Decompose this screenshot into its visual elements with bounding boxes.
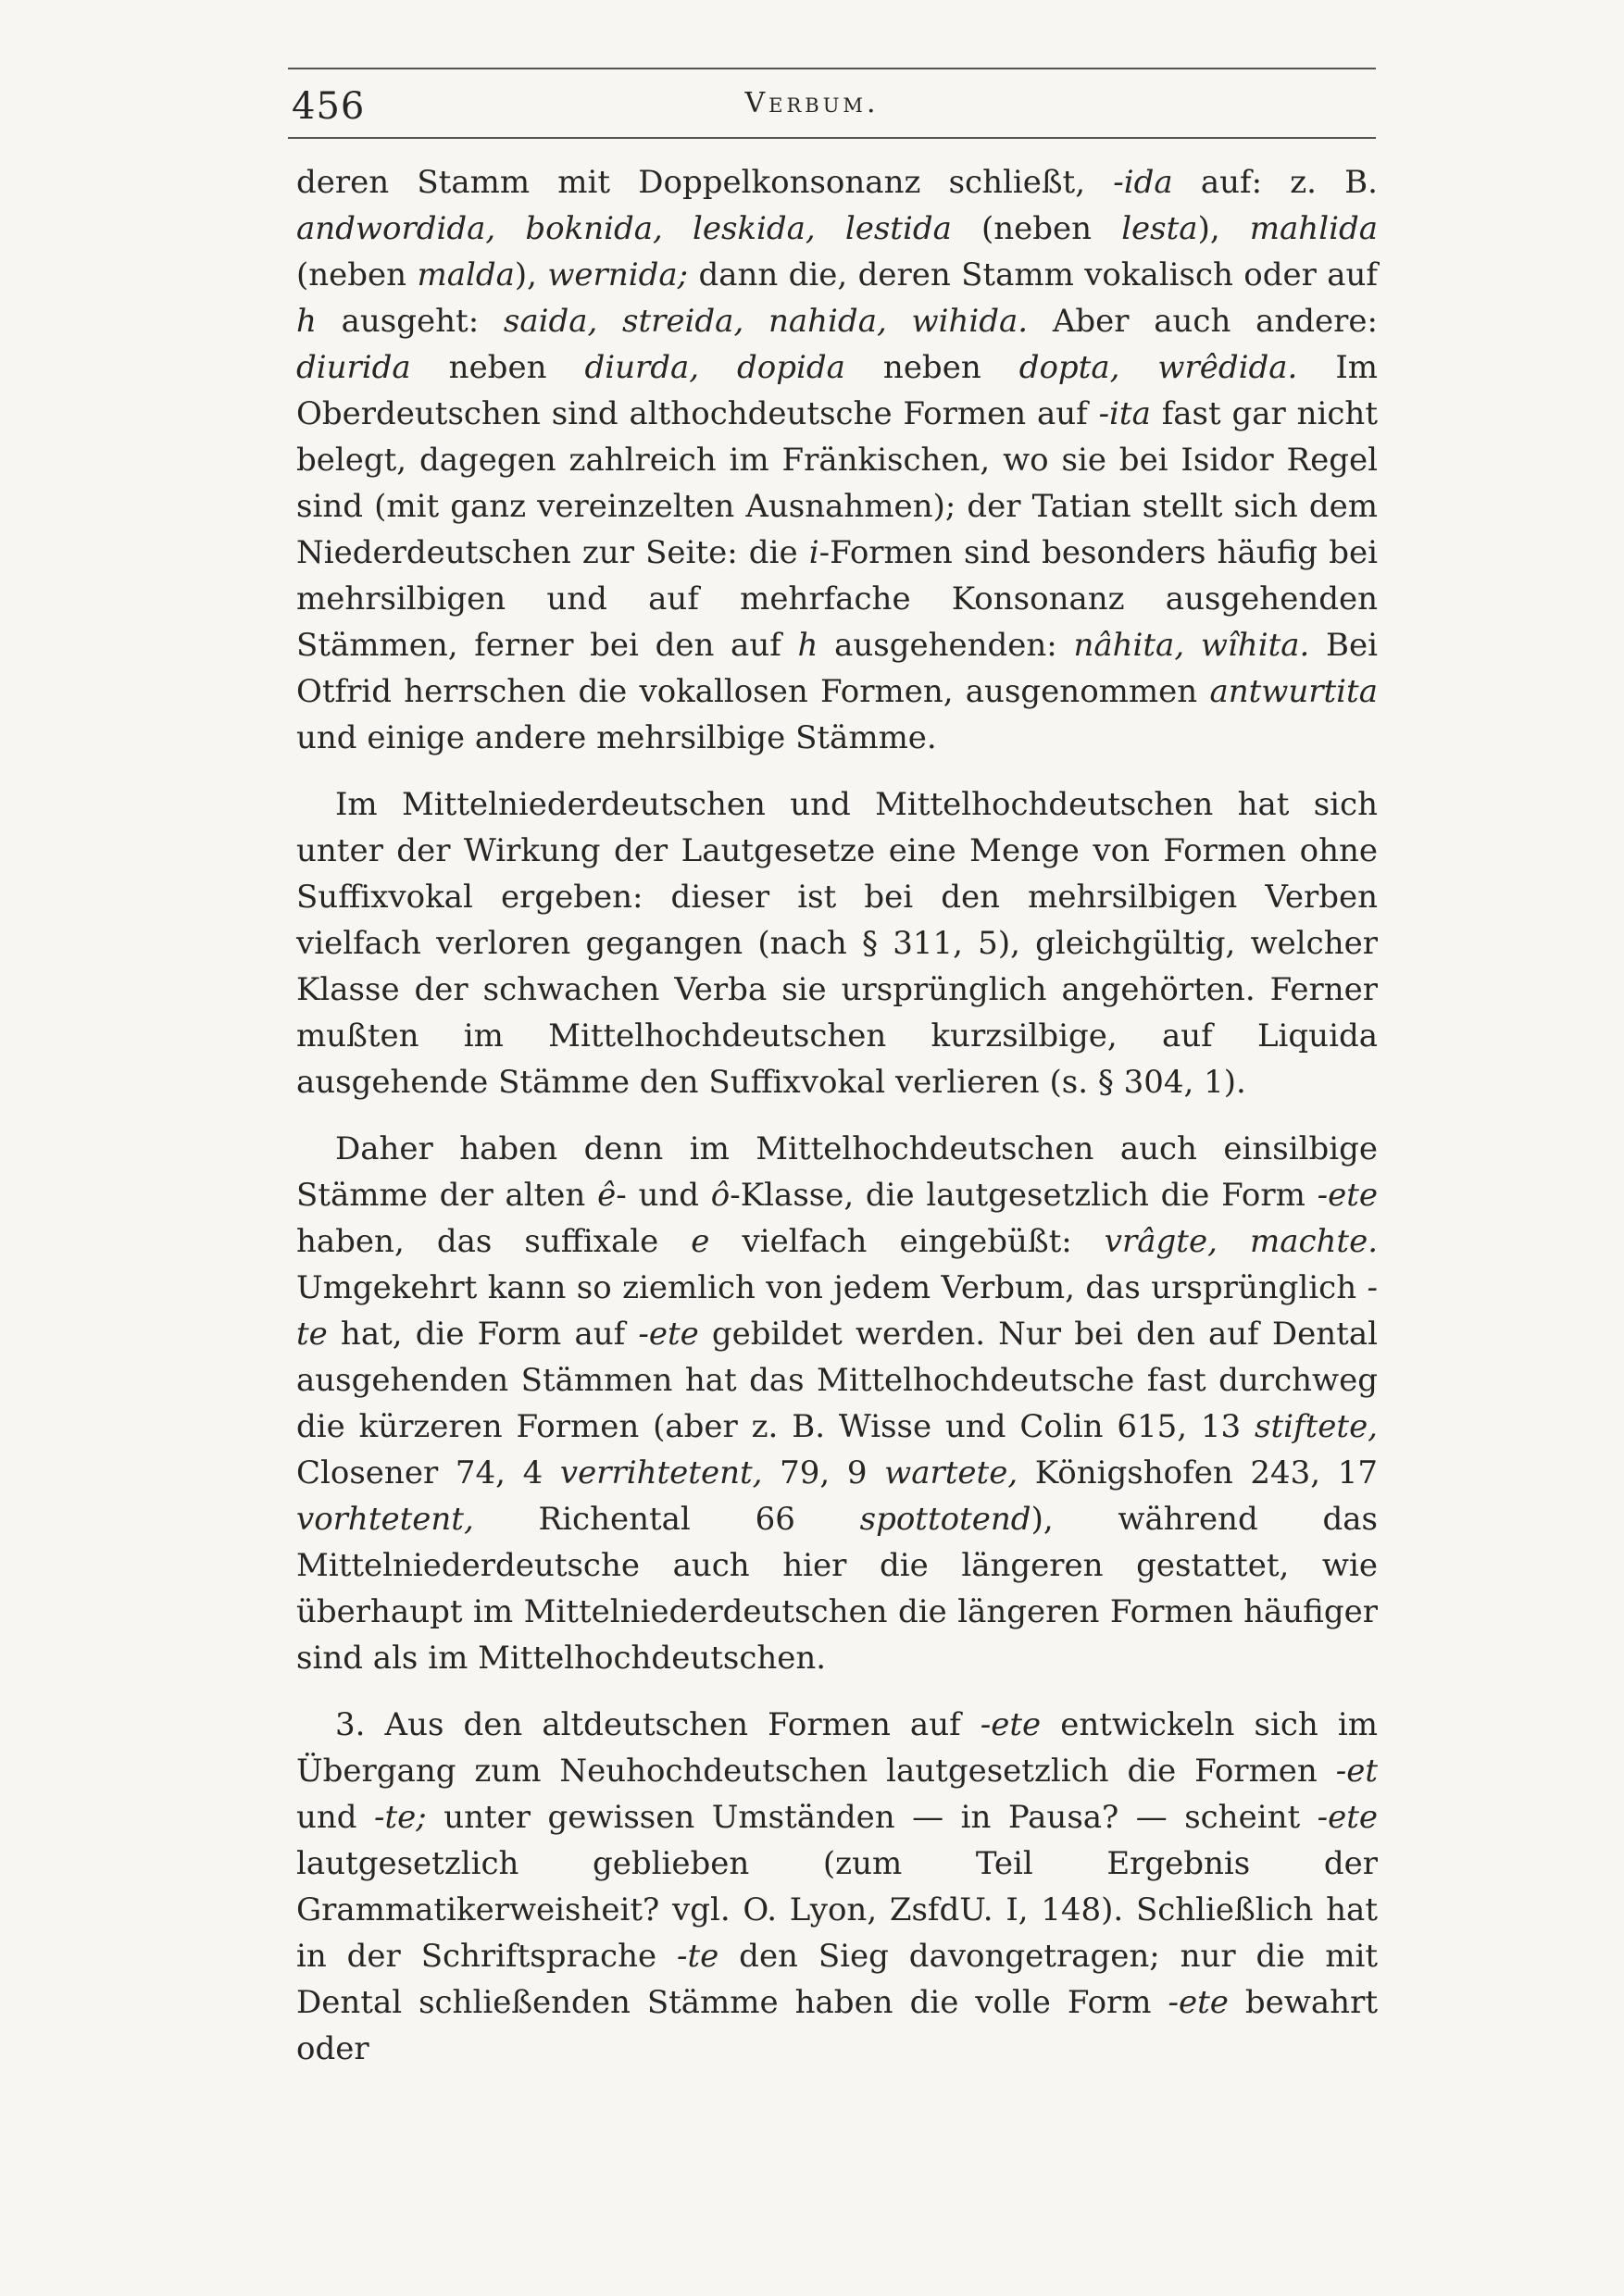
running-head: Verbum.: [744, 87, 880, 119]
header-rule-top: [288, 68, 1376, 69]
page-number: 456: [292, 85, 366, 128]
header-rule-bottom: [288, 137, 1376, 139]
paragraph-1: deren Stamm mit Doppelkonsonanz schließt, -ida auf: z. B. andwordida, boknida, leskida, lestida (neben lesta), mahlida (neben malda), wernida; dann die, deren Stamm vokalisch oder auf h ausgeht: saida, streida, nahida, wihida. Aber auch andere: diurida neben diurda, dopida neben dopta, wrêdida. Im Oberdeutschen sind althochdeutsche Formen auf -ita fast gar nicht belegt, dagegen zahlreich im Fränkischen, wo sie bei Isidor Regel sind (mit ganz vereinzelten Ausnahmen); der Tatian stellt sich dem Niederdeutschen zur Seite: die i-Formen sind besonders häufig bei mehrsilbigen und auf mehrfache Konsonanz ausgehenden Stämmen, ferner bei den auf h ausgehenden: nâhita, wîhita. Bei Otfrid herrschen die vokallosen Formen, ausgenommen antwurtita und einige andere mehrsilbige Stämme.: [296, 164, 1379, 756]
paragraph-4: 3. Aus den altdeutschen Formen auf -ete entwickeln sich im Übergang zum Neuhochdeutschen lautgesetzlich die Formen -et und -te; unter gewissen Umständen — in Pausa? — scheint -ete lautgesetzlich geblieben (zum Teil Ergebnis der Grammatikerweisheit? vgl. O. Lyon, ZsfdU. I, 148). Schließlich hat in der Schriftsprache -te den Sieg davongetragen; nur die mit Dental schließenden Stämme haben die volle Form -ete bewahrt oder: [296, 1706, 1378, 2067]
paragraph-3: Daher haben denn im Mittelhochdeutschen auch einsilbige Stämme der alten ê- und ô-Klasse, die lautgesetzlich die Form -ete haben, das suffixale e vielfach eingebüßt: vrâgte, machte. Umgekehrt kann so ziemlich von jedem Verbum, das ursprünglich -te hat, die Form auf -ete gebildet werden. Nur bei den auf Dental ausgehenden Stämmen hat das Mittelhochdeutsche fast durchweg die kürzeren Formen (aber z. B. Wisse und Colin 615, 13 stiftete, Closener 74, 4 verrihtetent, 79, 9 wartete, Königshofen 243, 17 vorhtetent, Richental 66 spottotend), während das Mittelniederdeutsche auch hier die längeren gestattet, wie überhaupt im Mittelniederdeutschen die längeren Formen häufiger sind als im Mittelhochdeutschen.: [296, 1130, 1379, 1677]
body-text: [296, 159, 1378, 2072]
paragraph-2: Im Mittelniederdeutschen und Mittelhochdeutschen hat sich unter der Wirkung der Lautgesetze eine Menge von Formen ohne Suffixvokal ergeben: dieser ist bei den mehrsilbigen Verben vielfach verloren gegangen (nach § 311, 5), gleichgültig, welcher Klasse der schwachen Verba sie ursprünglich angehörten. Ferner mußten im Mittelhochdeutschen kurzsilbige, auf Liquida ausgehende Stämme den Suffixvokal verlieren (s. § 304, 1).: [296, 786, 1378, 1101]
